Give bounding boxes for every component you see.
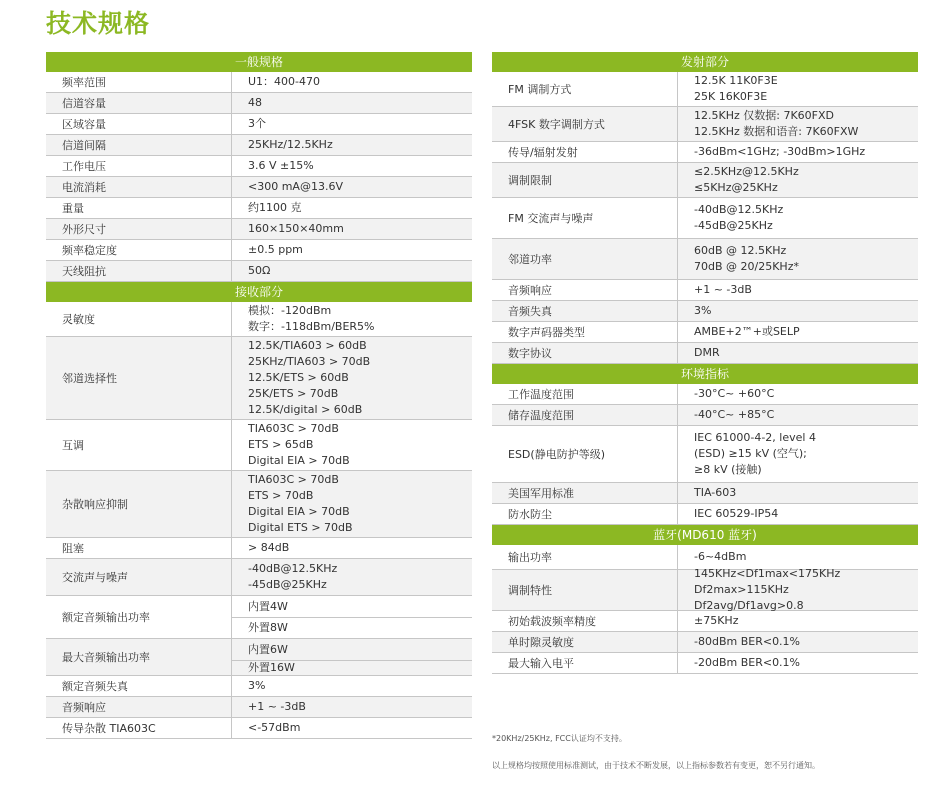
spec-label: 传导杂散 TIA603C bbox=[46, 718, 232, 738]
spec-value bbox=[678, 653, 918, 673]
spec-value-line: 25KHz/TIA603 > 70dB bbox=[248, 355, 371, 368]
spec-row bbox=[492, 107, 918, 142]
spec-value bbox=[232, 93, 472, 113]
spec-label: 调制限制 bbox=[492, 163, 678, 197]
spec-value-line: AMBE+2™+或SELP bbox=[694, 325, 800, 338]
spec-value bbox=[232, 559, 472, 595]
section-body bbox=[492, 72, 918, 364]
spec-value-line: <-57dBm bbox=[248, 721, 301, 734]
spec-value-line: -45dB@25KHz bbox=[694, 219, 773, 232]
spec-label: 信道容量 bbox=[46, 93, 232, 113]
spec-value bbox=[232, 639, 472, 675]
spec-row bbox=[492, 653, 918, 674]
spec-value bbox=[678, 384, 918, 404]
spec-row bbox=[46, 676, 472, 697]
spec-row bbox=[46, 596, 472, 639]
spec-value-line: ≥8 kV (接触) bbox=[694, 463, 762, 476]
spec-row bbox=[492, 322, 918, 343]
spec-label: 工作温度范围 bbox=[492, 384, 678, 404]
spec-row bbox=[492, 504, 918, 525]
spec-value-line: 模拟：-120dBm bbox=[248, 304, 332, 317]
spec-row bbox=[46, 135, 472, 156]
spec-label: 重量 bbox=[46, 198, 232, 218]
spec-label: 信道间隔 bbox=[46, 135, 232, 155]
spec-value-line: 约1100 克 bbox=[248, 201, 302, 214]
spec-value bbox=[678, 107, 918, 141]
spec-value-line: ±75KHz bbox=[694, 614, 739, 627]
spec-label: 储存温度范围 bbox=[492, 405, 678, 425]
spec-row bbox=[492, 280, 918, 301]
spec-value bbox=[678, 343, 918, 363]
section-body bbox=[492, 545, 918, 674]
spec-value-line: -45dB@25KHz bbox=[248, 578, 327, 591]
spec-value-subrow: 外置8W bbox=[248, 621, 288, 634]
spec-label: 外形尺寸 bbox=[46, 219, 232, 239]
spec-value-line: -40dB@12.5KHz bbox=[248, 562, 338, 575]
spec-row bbox=[46, 718, 472, 739]
section-header: 蓝牙(MD610 蓝牙) bbox=[492, 525, 918, 545]
spec-value bbox=[232, 156, 472, 176]
spec-label: 额定音频失真 bbox=[46, 676, 232, 696]
spec-label: 音频响应 bbox=[46, 697, 232, 717]
spec-label: 初始载波频率精度 bbox=[492, 611, 678, 631]
spec-row bbox=[492, 426, 918, 483]
spec-value-line: TIA603C > 70dB bbox=[248, 422, 339, 435]
spec-value-line: Df2max>115KHz bbox=[694, 583, 789, 596]
spec-value-line: Digital EIA > 70dB bbox=[248, 454, 350, 467]
spec-value bbox=[678, 611, 918, 631]
spec-value-line: -6~4dBm bbox=[694, 550, 747, 563]
spec-value bbox=[678, 483, 918, 503]
spec-row bbox=[46, 72, 472, 93]
spec-row bbox=[46, 198, 472, 219]
spec-value bbox=[678, 504, 918, 524]
spec-row bbox=[492, 632, 918, 653]
spec-value-line: DMR bbox=[694, 346, 720, 359]
spec-label: 频率稳定度 bbox=[46, 240, 232, 260]
spec-value-line: +1 ~ -3dB bbox=[694, 283, 752, 296]
spec-value bbox=[232, 337, 472, 419]
spec-value bbox=[232, 198, 472, 218]
spec-value bbox=[678, 301, 918, 321]
spec-value bbox=[232, 420, 472, 470]
spec-value bbox=[678, 239, 918, 279]
spec-value-line: 60dB @ 12.5KHz bbox=[694, 244, 787, 257]
spec-label: 交流声与噪声 bbox=[46, 559, 232, 595]
spec-value bbox=[232, 114, 472, 134]
spec-value-line: U1：400-470 bbox=[248, 75, 321, 88]
spec-row bbox=[492, 72, 918, 107]
spec-value-line: 25KHz/12.5KHz bbox=[248, 138, 333, 151]
spec-row bbox=[46, 337, 472, 420]
spec-value-line: -30°C~ +60°C bbox=[694, 387, 775, 400]
spec-label: 杂散响应抑制 bbox=[46, 471, 232, 537]
section-body bbox=[492, 384, 918, 525]
spec-value-line: 145KHz<Df1max<175KHz bbox=[694, 567, 841, 580]
spec-row bbox=[46, 302, 472, 337]
spec-value bbox=[232, 261, 472, 281]
spec-row bbox=[492, 567, 918, 612]
spec-value-line: 3% bbox=[694, 304, 712, 317]
spec-value-line: 3.6 V ±15% bbox=[248, 159, 314, 172]
spec-value-line: > 84dB bbox=[248, 541, 290, 554]
spec-label: 4FSK 数字调制方式 bbox=[492, 107, 678, 141]
section-body bbox=[46, 72, 472, 282]
spec-value bbox=[232, 471, 472, 537]
spec-value bbox=[678, 426, 918, 482]
spec-value bbox=[232, 718, 472, 738]
spec-value bbox=[232, 240, 472, 260]
spec-row bbox=[492, 239, 918, 280]
spec-label: 邻道选择性 bbox=[46, 337, 232, 419]
spec-row bbox=[492, 405, 918, 426]
spec-label: ESD(静电防护等级) bbox=[492, 426, 678, 482]
spec-value-line: 12.5K 11K0F3E bbox=[694, 74, 778, 87]
spec-label: 美国军用标准 bbox=[492, 483, 678, 503]
spec-value-line: ETS > 70dB bbox=[248, 489, 314, 502]
spec-value bbox=[232, 219, 472, 239]
spec-value-line: 25K 16K0F3E bbox=[694, 90, 768, 103]
spec-row bbox=[46, 697, 472, 718]
section-header: 环境指标 bbox=[492, 364, 918, 384]
spec-value-line: 12.5K/digital > 60dB bbox=[248, 403, 363, 416]
spec-value-line: TIA603C > 70dB bbox=[248, 473, 339, 486]
spec-row bbox=[46, 240, 472, 261]
spec-value bbox=[232, 302, 472, 336]
spec-row bbox=[46, 538, 472, 559]
spec-value bbox=[232, 697, 472, 717]
spec-row bbox=[46, 219, 472, 240]
spec-label: 区域容量 bbox=[46, 114, 232, 134]
spec-row bbox=[46, 420, 472, 471]
spec-value-line: +1 ~ -3dB bbox=[248, 700, 306, 713]
spec-label: 传导/辐射发射 bbox=[492, 142, 678, 162]
spec-value-line: ≤2.5KHz@12.5KHz bbox=[694, 165, 799, 178]
spec-label: 工作电压 bbox=[46, 156, 232, 176]
spec-value-line: 12.5K/ETS > 60dB bbox=[248, 371, 349, 384]
spec-label: 互调 bbox=[46, 420, 232, 470]
spec-value bbox=[678, 567, 918, 612]
spec-label: 数字协议 bbox=[492, 343, 678, 363]
spec-row bbox=[492, 611, 918, 632]
spec-table-right bbox=[492, 52, 918, 674]
spec-row bbox=[492, 343, 918, 364]
spec-value-line: TIA-603 bbox=[694, 486, 737, 499]
spec-value bbox=[678, 280, 918, 300]
spec-value bbox=[678, 142, 918, 162]
spec-row bbox=[46, 559, 472, 596]
spec-value-line: -40°C~ +85°C bbox=[694, 408, 775, 421]
spec-row bbox=[46, 639, 472, 676]
spec-value-line: (ESD) ≥15 kV (空气); bbox=[694, 447, 807, 460]
spec-label: 邻道功率 bbox=[492, 239, 678, 279]
spec-label: 音频响应 bbox=[492, 280, 678, 300]
spec-row bbox=[492, 301, 918, 322]
spec-value bbox=[232, 135, 472, 155]
spec-value-line: 3% bbox=[248, 679, 266, 692]
spec-label: 阻塞 bbox=[46, 538, 232, 558]
spec-label: FM 交流声与噪声 bbox=[492, 198, 678, 238]
spec-value-line: 12.5KHz 数据和语音: 7K60FXW bbox=[694, 125, 859, 138]
spec-label: 天线阻抗 bbox=[46, 261, 232, 281]
spec-value bbox=[678, 163, 918, 197]
spec-value bbox=[678, 72, 918, 106]
spec-value-line: 70dB @ 20/25KHz* bbox=[694, 260, 799, 273]
spec-value-line: ETS > 65dB bbox=[248, 438, 314, 451]
page-title: 技术规格 bbox=[46, 9, 151, 38]
spec-value-line: -36dBm<1GHz; -30dBm>1GHz bbox=[694, 145, 866, 158]
spec-row bbox=[46, 114, 472, 135]
spec-value-line: 50Ω bbox=[248, 264, 271, 277]
spec-value-line: Digital EIA > 70dB bbox=[248, 505, 350, 518]
spec-row bbox=[492, 163, 918, 198]
spec-label: 灵敏度 bbox=[46, 302, 232, 336]
spec-value-line: Df2avg/Df1avg>0.8 bbox=[694, 599, 804, 612]
spec-value-line: IEC 60529-IP54 bbox=[694, 507, 779, 520]
spec-value bbox=[232, 538, 472, 558]
spec-label: FM 调制方式 bbox=[492, 72, 678, 106]
spec-row bbox=[46, 93, 472, 114]
spec-table-left bbox=[46, 52, 472, 739]
spec-value-line: -80dBm BER<0.1% bbox=[694, 635, 801, 648]
spec-value bbox=[678, 322, 918, 342]
spec-value bbox=[678, 632, 918, 652]
spec-value-line: ≤5KHz@25KHz bbox=[694, 181, 778, 194]
spec-value-line: 数字：-118dBm/BER5% bbox=[248, 320, 375, 333]
spec-value-line: 160×150×40mm bbox=[248, 222, 344, 235]
spec-row bbox=[492, 384, 918, 405]
spec-row bbox=[492, 142, 918, 163]
spec-value-subrow: 内置6W bbox=[232, 639, 472, 661]
spec-label: 音频失真 bbox=[492, 301, 678, 321]
spec-value-line: 12.5K/TIA603 > 60dB bbox=[248, 339, 367, 352]
spec-value-line: 3个 bbox=[248, 117, 266, 130]
footnote-disclaimer: 以上规格均按照使用标准测试，由于技术不断发展，以上指标参数若有变更，恕不另行通知。 bbox=[492, 761, 820, 770]
spec-row bbox=[46, 261, 472, 282]
spec-value-subrow: 外置16W bbox=[248, 661, 295, 674]
spec-label: 单时隙灵敏度 bbox=[492, 632, 678, 652]
section-header: 发射部分 bbox=[492, 52, 918, 72]
spec-value-line: 48 bbox=[248, 96, 262, 109]
spec-label: 额定音频输出功率 bbox=[46, 596, 232, 638]
spec-value-line: Digital ETS > 70dB bbox=[248, 521, 353, 534]
spec-value-subrow: 内置4W bbox=[232, 596, 472, 618]
spec-row bbox=[492, 483, 918, 504]
spec-value bbox=[678, 198, 918, 238]
spec-label: 调制特性 bbox=[492, 570, 678, 610]
spec-label: 输出功率 bbox=[492, 545, 678, 569]
spec-value bbox=[678, 405, 918, 425]
spec-row bbox=[46, 471, 472, 538]
spec-label: 频率范围 bbox=[46, 72, 232, 92]
spec-row bbox=[46, 156, 472, 177]
spec-row bbox=[46, 177, 472, 198]
section-body bbox=[46, 302, 472, 739]
spec-label: 最大输入电平 bbox=[492, 653, 678, 673]
section-header: 接收部分 bbox=[46, 282, 472, 302]
spec-value-line: IEC 61000-4-2, level 4 bbox=[694, 431, 816, 444]
spec-value bbox=[232, 72, 472, 92]
spec-value-line: ±0.5 ppm bbox=[248, 243, 303, 256]
spec-label: 数字声码器类型 bbox=[492, 322, 678, 342]
spec-value bbox=[232, 676, 472, 696]
spec-label: 防水防尘 bbox=[492, 504, 678, 524]
spec-value-line: <300 mA@13.6V bbox=[248, 180, 343, 193]
spec-value-line: -20dBm BER<0.1% bbox=[694, 656, 801, 669]
section-header: 一般规格 bbox=[46, 52, 472, 72]
spec-value bbox=[232, 177, 472, 197]
spec-label: 最大音频输出功率 bbox=[46, 639, 232, 675]
spec-value-line: 25K/ETS > 70dB bbox=[248, 387, 339, 400]
spec-label: 电流消耗 bbox=[46, 177, 232, 197]
spec-value bbox=[232, 596, 472, 638]
footnote-fcc: *20KHz/25KHz, FCC认证均不支持。 bbox=[492, 734, 627, 743]
spec-row bbox=[492, 198, 918, 239]
spec-value-line: -40dB@12.5KHz bbox=[694, 203, 784, 216]
spec-value-line: 12.5KHz 仅数据: 7K60FXD bbox=[694, 109, 834, 122]
